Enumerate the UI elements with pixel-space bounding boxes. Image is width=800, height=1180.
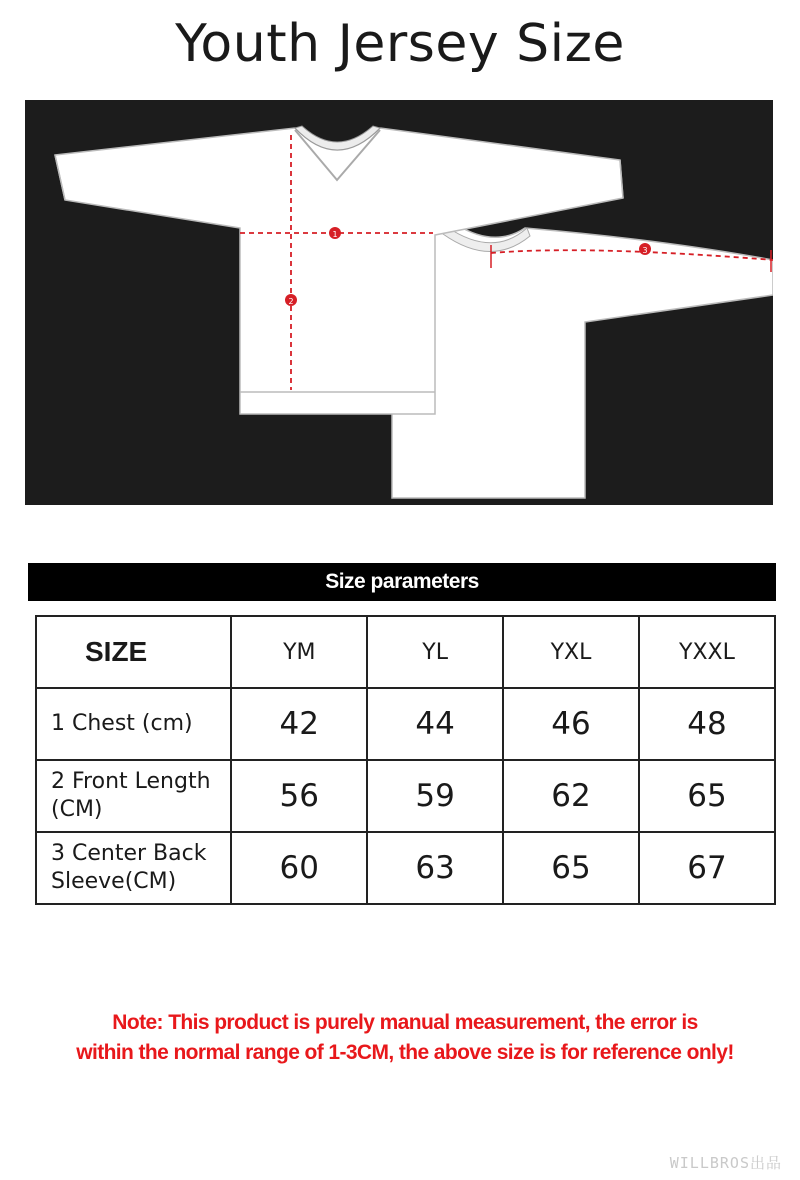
row-label-front-length	[36, 760, 231, 832]
table-cell: 46	[503, 688, 639, 760]
note-line-1: Note: This product is purely manual measurement, the error is	[112, 1011, 698, 1034]
column-header-yxl: YXL	[503, 616, 639, 688]
table-cell: 62	[503, 760, 639, 832]
table-cell: 59	[367, 760, 503, 832]
column-header-ym: YM	[231, 616, 367, 688]
column-header-yxxl: YXXL	[639, 616, 775, 688]
size-parameters-heading: Size parameters	[28, 563, 776, 601]
size-header-cell: SIZE	[36, 616, 231, 688]
table-cell: 65	[503, 832, 639, 904]
table-cell: 67	[639, 832, 775, 904]
note-line-2: within the normal range of 1-3CM, the above size is for reference only!	[76, 1041, 734, 1064]
column-header-yl: YL	[367, 616, 503, 688]
table-cell: 63	[367, 832, 503, 904]
page-title: Youth Jersey Size	[175, 14, 625, 74]
size-table	[35, 615, 776, 905]
table-cell: 56	[231, 760, 367, 832]
table-row-chest	[36, 688, 775, 760]
marker-1-label: 1	[332, 230, 338, 239]
row-label-chest: 1 Chest (cm)	[36, 688, 231, 760]
row-label-line: 2 Front Length	[51, 769, 211, 794]
back-jersey-shape	[392, 225, 773, 498]
jersey-illustration	[25, 100, 773, 505]
row-label-line: 3 Center Back	[51, 841, 207, 866]
table-cell: 65	[639, 760, 775, 832]
marker-3-label: 3	[642, 246, 648, 255]
brand-watermark: WILLBROS出品	[669, 1154, 782, 1172]
table-cell: 44	[367, 688, 503, 760]
jersey-measurement-diagram	[25, 100, 773, 505]
table-header-row	[36, 616, 775, 688]
table-cell: 48	[639, 688, 775, 760]
table-cell: 42	[231, 688, 367, 760]
measurement-note	[30, 1008, 780, 1068]
marker-2-label: 2	[288, 297, 294, 306]
table-row-back-sleeve	[36, 832, 775, 904]
row-label-line: Sleeve(CM)	[51, 869, 177, 894]
table-cell: 60	[231, 832, 367, 904]
row-label-line: (CM)	[51, 797, 103, 822]
table-row-front-length	[36, 760, 775, 832]
row-label-back-sleeve	[36, 832, 231, 904]
